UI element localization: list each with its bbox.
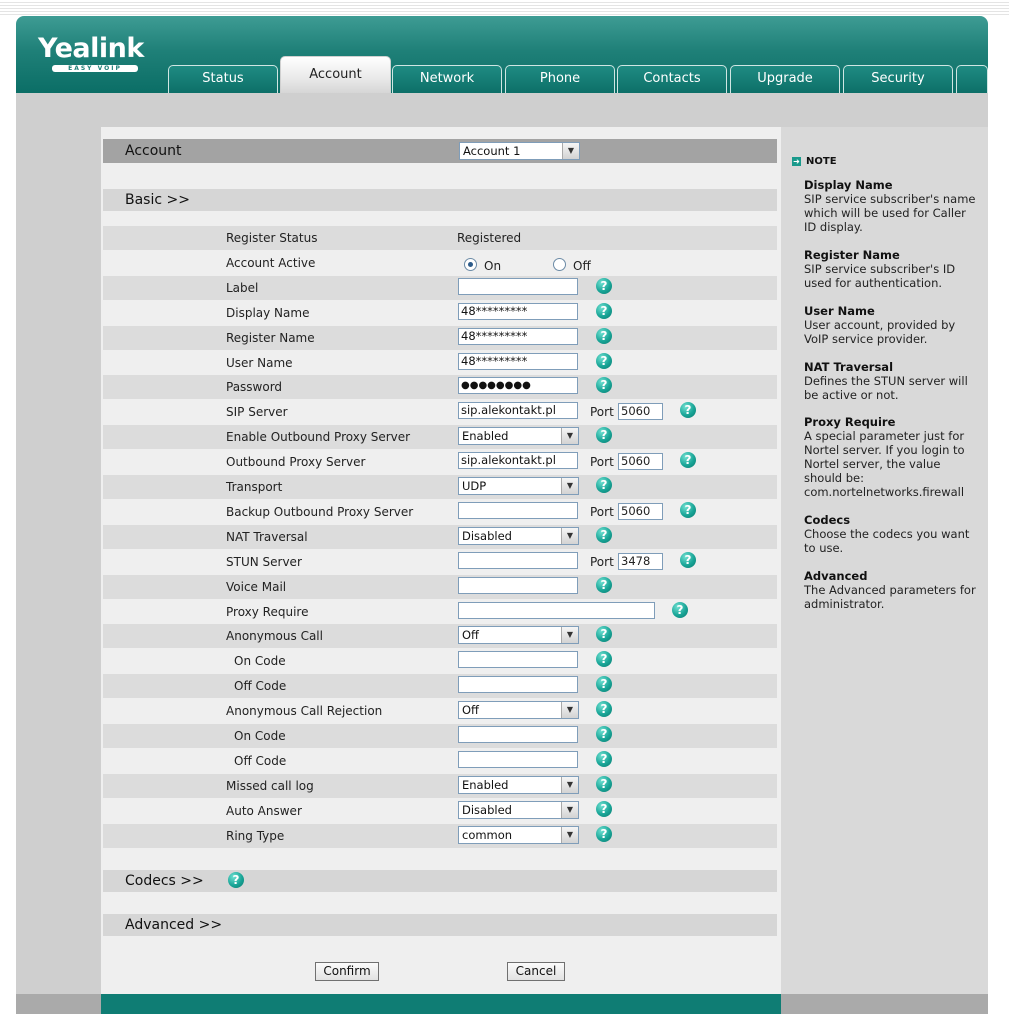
voice-mail-input[interactable] (458, 577, 578, 594)
note-item-text: SIP service subscriber's name which will be used for Caller ID display. (804, 192, 976, 234)
note-item-title: NAT Traversal (804, 360, 894, 374)
anonymous-call-value: Off (462, 628, 479, 642)
register-name-label: Register Name (226, 331, 315, 345)
ring-type-label: Ring Type (226, 829, 285, 843)
note-item (804, 569, 980, 611)
footer-left (16, 994, 101, 1014)
help-icon[interactable]: ? (596, 427, 612, 443)
note-heading (792, 156, 837, 167)
proxy-require-input[interactable] (458, 602, 655, 619)
auto-answer-value: Disabled (462, 803, 512, 817)
proxy-require-label: Proxy Require (226, 605, 309, 619)
row-backup-outbound (103, 500, 777, 524)
chevron-down-icon: ▼ (561, 428, 578, 444)
port-label: Port (590, 505, 614, 519)
backup-outbound-input[interactable] (458, 502, 578, 519)
row-proxy-require (103, 600, 777, 624)
help-icon[interactable]: ? (596, 577, 612, 593)
logo-wordmark: Yealink (38, 33, 144, 64)
enable-outbound-label: Enable Outbound Proxy Server (226, 430, 411, 444)
row-sip-server (103, 400, 777, 424)
backup-outbound-label: Backup Outbound Proxy Server (226, 505, 414, 519)
confirm-button[interactable]: Confirm (315, 962, 379, 981)
codecs-title: Codecs >> (125, 873, 204, 889)
row-nat-traversal (103, 525, 777, 549)
anon-rejection-select[interactable] (458, 701, 579, 719)
note-item (804, 360, 980, 402)
account-active-on-label: On (484, 259, 502, 273)
row-rej-on-code (103, 724, 777, 748)
note-item-text: A special parameter just for Nortel server. If you login to Nortel server, the value should be: com.nortelnetworks.firewall (804, 429, 965, 499)
top-stripes (0, 0, 1009, 16)
stun-server-port-input[interactable]: 3478 (618, 553, 663, 570)
note-item-title: Advanced (804, 569, 868, 583)
help-icon[interactable]: ? (596, 278, 612, 294)
row-missed-call-log (103, 774, 777, 798)
anon-rejection-label: Anonymous Call Rejection (226, 704, 383, 718)
help-icon[interactable]: ? (680, 402, 696, 418)
row-ring-type (103, 824, 777, 848)
anon-off-code-input[interactable] (458, 676, 578, 693)
row-voice-mail (103, 575, 777, 599)
row-register-name (103, 326, 777, 350)
chevron-down-icon: ▼ (562, 143, 579, 159)
anonymous-call-label: Anonymous Call (226, 629, 323, 643)
chevron-down-icon: ▼ (561, 528, 578, 544)
row-anon-on-code (103, 649, 777, 673)
basic-title: Basic >> (125, 192, 190, 208)
help-icon[interactable]: ? (596, 626, 612, 642)
chevron-down-icon: ▼ (561, 827, 578, 843)
account-active-off-radio[interactable] (553, 258, 566, 271)
footer-right (781, 994, 988, 1014)
help-icon[interactable]: ? (596, 776, 612, 792)
sip-server-input[interactable]: sip.alekontakt.pl (458, 402, 578, 419)
row-display-name (103, 301, 777, 325)
note-item (804, 304, 980, 346)
arrow-right-icon: ➜ (793, 157, 800, 166)
help-icon[interactable]: ? (596, 353, 612, 369)
chevron-down-icon: ▼ (561, 702, 578, 718)
left-gutter (16, 127, 101, 994)
row-password (103, 375, 777, 399)
cancel-button[interactable]: Cancel (507, 962, 565, 981)
row-outbound-proxy (103, 450, 777, 474)
help-icon[interactable]: ? (596, 377, 612, 393)
help-icon[interactable]: ? (596, 328, 612, 344)
stun-server-input[interactable] (458, 552, 578, 569)
row-user-name (103, 351, 777, 375)
anon-off-code-label: Off Code (234, 679, 287, 693)
port-label: Port (590, 405, 614, 419)
tab-security[interactable]: Security (843, 65, 953, 93)
chevron-down-icon: ▼ (561, 627, 578, 643)
enable-outbound-select[interactable] (458, 427, 579, 445)
yealink-logo (38, 34, 144, 72)
tab-upgrade[interactable]: Upgrade (730, 65, 840, 93)
nat-traversal-value: Disabled (462, 529, 512, 543)
row-auto-answer (103, 799, 777, 823)
note-item (804, 513, 980, 555)
account-select-value: Account 1 (463, 144, 521, 158)
help-icon[interactable]: ? (596, 527, 612, 543)
transport-select[interactable] (458, 477, 579, 495)
help-icon[interactable]: ? (596, 477, 612, 493)
row-anon-off-code (103, 674, 777, 698)
tab-status[interactable]: Status (168, 65, 278, 93)
help-icon[interactable]: ? (228, 872, 244, 888)
help-icon[interactable]: ? (680, 552, 696, 568)
user-name-label: User Name (226, 356, 293, 370)
rej-off-code-input[interactable] (458, 751, 578, 768)
account-title: Account (125, 143, 182, 159)
missed-call-log-label: Missed call log (226, 779, 314, 793)
rej-off-code-label: Off Code (234, 754, 287, 768)
missed-call-log-value: Enabled (462, 778, 509, 792)
user-name-input[interactable]: 48********* (458, 353, 578, 370)
help-icon[interactable]: ? (672, 602, 688, 618)
row-transport (103, 475, 777, 499)
advanced-header[interactable] (103, 914, 777, 936)
rej-on-code-input[interactable] (458, 726, 578, 743)
rej-on-code-label: On Code (234, 729, 286, 743)
tab-contacts[interactable]: Contacts (617, 65, 727, 93)
account-active-label: Account Active (226, 256, 316, 270)
note-item-title: Codecs (804, 513, 851, 527)
anon-on-code-label: On Code (234, 654, 286, 668)
nat-traversal-label: NAT Traversal (226, 530, 308, 544)
note-panel (781, 127, 988, 994)
footer-bar (101, 994, 781, 1014)
note-heading-text: NOTE (806, 156, 837, 167)
display-name-label: Display Name (226, 306, 310, 320)
note-item (804, 248, 980, 290)
ring-type-select[interactable] (458, 826, 579, 844)
outbound-proxy-port-input[interactable]: 5060 (618, 453, 663, 470)
outbound-proxy-input[interactable]: sip.alekontakt.pl (458, 452, 578, 469)
tab-phone[interactable]: Phone (505, 65, 615, 93)
port-label: Port (590, 455, 614, 469)
missed-call-log-select[interactable] (458, 776, 579, 794)
tab-overflow (956, 65, 988, 93)
advanced-title: Advanced >> (125, 917, 223, 933)
help-icon[interactable]: ? (596, 651, 612, 667)
help-icon[interactable]: ? (596, 751, 612, 767)
help-icon[interactable]: ? (596, 826, 612, 842)
password-input[interactable]: ●●●●●●●● (458, 377, 578, 394)
anon-on-code-input[interactable] (458, 651, 578, 668)
tab-network[interactable]: Network (392, 65, 502, 93)
account-header (103, 139, 777, 163)
row-enable-outbound (103, 425, 777, 449)
account-active-off-label: Off (573, 259, 591, 273)
sip-server-port-input[interactable]: 5060 (618, 403, 663, 420)
chevron-down-icon: ▼ (561, 777, 578, 793)
label-input[interactable] (458, 278, 578, 295)
help-icon[interactable]: ? (596, 726, 612, 742)
ring-type-value: common (462, 828, 513, 842)
auto-answer-select[interactable] (458, 801, 579, 819)
backup-outbound-port-input[interactable]: 5060 (618, 503, 663, 520)
help-icon[interactable]: ? (596, 676, 612, 692)
note-item-text: Choose the codecs you want to use. (804, 527, 970, 555)
stun-server-label: STUN Server (226, 555, 302, 569)
logo-tagline: EASY VOIP (52, 65, 138, 72)
row-anon-rejection (103, 699, 777, 723)
row-stun-server (103, 550, 777, 574)
row-anonymous-call (103, 624, 777, 648)
transport-value: UDP (462, 479, 487, 493)
help-icon[interactable]: ? (680, 452, 696, 468)
register-status-value: Registered (457, 231, 522, 245)
row-label (103, 276, 777, 300)
register-status-label: Register Status (226, 231, 318, 245)
note-item-text: Defines the STUN server will be active or not. (804, 374, 968, 402)
note-item-title: Proxy Require (804, 415, 896, 429)
header (16, 16, 988, 93)
codecs-header[interactable] (103, 870, 777, 892)
help-icon[interactable]: ? (680, 502, 696, 518)
anonymous-call-select[interactable] (458, 626, 579, 644)
row-rej-off-code (103, 749, 777, 773)
note-item-text: User account, provided by VoIP service provider. (804, 318, 956, 346)
note-item-text: The Advanced parameters for administrator. (804, 583, 976, 611)
outbound-proxy-label: Outbound Proxy Server (226, 455, 366, 469)
help-icon[interactable]: ? (596, 801, 612, 817)
account-form-panel (101, 127, 781, 994)
transport-label: Transport (226, 480, 283, 494)
subheader-band (16, 93, 988, 127)
note-item-title: User Name (804, 304, 875, 318)
sip-server-label: SIP Server (226, 405, 288, 419)
auto-answer-label: Auto Answer (226, 804, 302, 818)
tab-account[interactable]: Account (280, 56, 391, 93)
help-icon[interactable]: ? (596, 303, 612, 319)
row-account-active (103, 251, 777, 275)
account-active-on-radio[interactable] (464, 258, 477, 271)
label-field-label: Label (226, 281, 259, 295)
note-item-text: SIP service subscriber's ID used for authentication. (804, 262, 956, 290)
chevron-down-icon: ▼ (561, 802, 578, 818)
note-item (804, 415, 980, 499)
help-icon[interactable]: ? (596, 701, 612, 717)
row-register-status (103, 226, 777, 250)
display-name-input[interactable]: 48********* (458, 303, 578, 320)
account-select[interactable] (459, 142, 580, 160)
note-item (804, 178, 980, 234)
basic-header[interactable] (103, 189, 777, 211)
voice-mail-label: Voice Mail (226, 580, 287, 594)
nat-traversal-select[interactable] (458, 527, 579, 545)
port-label: Port (590, 555, 614, 569)
note-item-title: Register Name (804, 248, 900, 262)
enable-outbound-value: Enabled (462, 429, 509, 443)
register-name-input[interactable]: 48********* (458, 328, 578, 345)
note-item-title: Display Name (804, 178, 893, 192)
anon-rejection-value: Off (462, 703, 479, 717)
password-label: Password (226, 380, 283, 394)
chevron-down-icon: ▼ (561, 478, 578, 494)
